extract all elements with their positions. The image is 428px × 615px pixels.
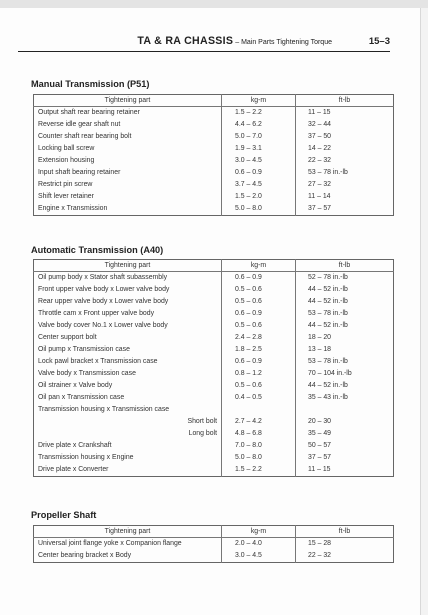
- page-header: [18, 35, 390, 52]
- table-row: [34, 344, 394, 356]
- kgm-value-cell: 5.0 – 8.0: [222, 203, 296, 216]
- kgm-value-cell: 0.4 – 0.5: [222, 392, 296, 404]
- tightening-part-cell: Oil pump x Transmission case: [34, 344, 222, 356]
- kgm-value-cell: 0.5 – 0.6: [222, 320, 296, 332]
- table-row: [34, 203, 394, 216]
- table-row: [34, 272, 394, 285]
- column-header-kgm: kg-m: [222, 260, 296, 272]
- manual-transmission-table: [33, 94, 394, 216]
- tightening-part-cell: Oil pump body x Stator shaft subassembly: [34, 272, 222, 285]
- ftlb-value-cell: 20 – 30: [308, 418, 331, 425]
- table-row: [34, 464, 394, 477]
- kgm-value-cell: 2.7 – 4.2: [222, 416, 296, 428]
- kgm-value-cell: 3.7 – 4.5: [222, 179, 296, 191]
- tightening-part-cell: Oil strainer x Valve body: [34, 380, 222, 392]
- ftlb-value-cell: 32 – 44: [308, 121, 331, 128]
- table-row: [34, 143, 394, 155]
- table-row: [34, 167, 394, 179]
- kgm-value-cell: 0.5 – 0.6: [222, 284, 296, 296]
- kgm-value-cell: 7.0 – 8.0: [222, 440, 296, 452]
- page-number: 15–3: [368, 36, 390, 47]
- kgm-value-cell: 5.0 – 8.0: [222, 452, 296, 464]
- kgm-value-cell: 2.0 – 4.0: [222, 538, 296, 551]
- kgm-value-cell: 0.6 – 0.9: [222, 356, 296, 368]
- ftlb-value-cell: 15 – 28: [308, 540, 331, 547]
- ftlb-value-cell: 44 – 52 in.-lb: [308, 322, 348, 329]
- table-row: [34, 380, 394, 392]
- ftlb-value-cell: 22 – 32: [308, 157, 331, 164]
- table-row: [34, 440, 394, 452]
- ftlb-value-cell: 11 – 15: [308, 466, 331, 473]
- column-header-part: Tightening part: [34, 95, 222, 107]
- column-header-part: Tightening part: [34, 526, 222, 538]
- ftlb-value-cell: 37 – 57: [308, 205, 331, 212]
- kgm-value-cell: 1.5 – 2.0: [222, 191, 296, 203]
- ftlb-value-cell: 44 – 52 in.-lb: [308, 382, 348, 389]
- tightening-part-cell: Transmission housing x Engine: [34, 452, 222, 464]
- ftlb-value-cell: 53 – 78 in.-lb: [308, 310, 348, 317]
- kgm-value-cell: 1.8 – 2.5: [222, 344, 296, 356]
- table-row: [34, 296, 394, 308]
- kgm-value-cell: 3.0 – 4.5: [222, 155, 296, 167]
- table-row: [34, 332, 394, 344]
- table-row: [34, 107, 394, 120]
- table-header-row: [34, 95, 394, 107]
- table-row: [34, 356, 394, 368]
- column-header-kgm: kg-m: [222, 95, 296, 107]
- table-row: [34, 538, 394, 551]
- tightening-part-cell: Center support bolt: [34, 332, 222, 344]
- table-row: [34, 404, 394, 416]
- tightening-part-cell: Restrict pin screw: [34, 179, 222, 191]
- tightening-part-cell: Shift lever retainer: [34, 191, 222, 203]
- column-header-ftlb: ft-lb: [296, 260, 394, 272]
- ftlb-value-cell: 18 – 20: [308, 334, 331, 341]
- table-header-row: [34, 260, 394, 272]
- table-row: [34, 550, 394, 563]
- tightening-part-cell: Reverse idle gear shaft nut: [34, 119, 222, 131]
- ftlb-value-cell: 22 – 32: [308, 552, 331, 559]
- section-title-propeller-shaft: Propeller Shaft: [31, 510, 97, 520]
- table-row: [34, 308, 394, 320]
- ftlb-value-cell: 35 – 49: [308, 430, 331, 437]
- sub-item-label: Long bolt: [34, 428, 222, 440]
- tightening-part-cell: Transmission housing x Transmission case: [34, 404, 222, 416]
- tightening-part-cell: Locking ball screw: [34, 143, 222, 155]
- kgm-value-cell: 1.9 – 3.1: [222, 143, 296, 155]
- kgm-value-cell: 4.8 – 6.8: [222, 428, 296, 440]
- header-subtitle: – Main Parts Tightening Torque: [233, 39, 332, 46]
- kgm-value-cell: 0.6 – 0.9: [222, 167, 296, 179]
- table-row: [34, 368, 394, 380]
- sub-item-label: Short bolt: [34, 416, 222, 428]
- kgm-value-cell: 0.6 – 0.9: [222, 272, 296, 285]
- tightening-part-cell: Counter shaft rear bearing bolt: [34, 131, 222, 143]
- ftlb-value-cell: [296, 404, 394, 416]
- kgm-value-cell: [222, 404, 296, 416]
- table-row: [34, 284, 394, 296]
- tightening-part-cell: Throttle cam x Front upper valve body: [34, 308, 222, 320]
- tightening-part-cell: Drive plate x Crankshaft: [34, 440, 222, 452]
- ftlb-value-cell: 11 – 15: [308, 109, 331, 116]
- ftlb-value-cell: 70 – 104 in.-lb: [308, 370, 352, 377]
- table-row: [34, 392, 394, 404]
- ftlb-value-cell: 53 – 78 in.-lb: [308, 169, 348, 176]
- ftlb-value-cell: 44 – 52 in.-lb: [308, 286, 348, 293]
- ftlb-value-cell: 50 – 57: [308, 442, 331, 449]
- ftlb-value-cell: 44 – 52 in.-lb: [308, 298, 348, 305]
- kgm-value-cell: 0.5 – 0.6: [222, 380, 296, 392]
- ftlb-value-cell: 52 – 78 in.-lb: [308, 274, 348, 281]
- table-row: [34, 155, 394, 167]
- kgm-value-cell: 4.4 – 6.2: [222, 119, 296, 131]
- ftlb-value-cell: 37 – 57: [308, 454, 331, 461]
- tightening-part-cell: Universal joint flange yoke x Companion flange: [34, 538, 222, 551]
- column-header-kgm: kg-m: [222, 526, 296, 538]
- header-title-text: TA & RA CHASSIS: [137, 35, 234, 47]
- tightening-part-cell: Valve body cover No.1 x Lower valve body: [34, 320, 222, 332]
- column-header-ftlb: ft-lb: [296, 526, 394, 538]
- table-row: [34, 452, 394, 464]
- ftlb-value-cell: 14 – 22: [308, 145, 331, 152]
- ftlb-value-cell: 11 – 14: [308, 193, 331, 200]
- tightening-part-cell: Center bearing bracket x Body: [34, 550, 222, 563]
- kgm-value-cell: 0.5 – 0.6: [222, 296, 296, 308]
- table-row: [34, 131, 394, 143]
- table-row: [34, 416, 394, 428]
- document-page: [0, 8, 421, 615]
- tightening-part-cell: Front upper valve body x Lower valve body: [34, 284, 222, 296]
- tightening-part-cell: Drive plate x Converter: [34, 464, 222, 477]
- kgm-value-cell: 2.4 – 2.8: [222, 332, 296, 344]
- kgm-value-cell: 1.5 – 2.2: [222, 107, 296, 120]
- propeller-shaft-table: [33, 525, 394, 563]
- ftlb-value-cell: 35 – 43 in.-lb: [308, 394, 348, 401]
- column-header-ftlb: ft-lb: [296, 95, 394, 107]
- table-row: [34, 179, 394, 191]
- page-edge-shadow: [421, 8, 428, 615]
- column-header-part: Tightening part: [34, 260, 222, 272]
- ftlb-value-cell: 37 – 50: [308, 133, 331, 140]
- ftlb-value-cell: 53 – 78 in.-lb: [308, 358, 348, 365]
- kgm-value-cell: 3.0 – 4.5: [222, 550, 296, 563]
- kgm-value-cell: 0.6 – 0.9: [222, 308, 296, 320]
- table-row: [34, 191, 394, 203]
- ftlb-value-cell: 13 – 18: [308, 346, 331, 353]
- tightening-part-cell: Rear upper valve body x Lower valve body: [34, 296, 222, 308]
- automatic-transmission-table: [33, 259, 394, 477]
- table-row: [34, 119, 394, 131]
- tightening-part-cell: Oil pan x Transmission case: [34, 392, 222, 404]
- ftlb-value-cell: 27 – 32: [308, 181, 331, 188]
- tightening-part-cell: Extension housing: [34, 155, 222, 167]
- section-title-manual-transmission: Manual Transmission (P51): [31, 79, 150, 89]
- tightening-part-cell: Valve body x Transmission case: [34, 368, 222, 380]
- kgm-value-cell: 5.0 – 7.0: [222, 131, 296, 143]
- table-row: [34, 320, 394, 332]
- tightening-part-cell: Output shaft rear bearing retainer: [34, 107, 222, 120]
- tightening-part-cell: Engine x Transmission: [34, 203, 222, 216]
- tightening-part-cell: Input shaft bearing retainer: [34, 167, 222, 179]
- kgm-value-cell: 1.5 – 2.2: [222, 464, 296, 477]
- table-row: [34, 428, 394, 440]
- tightening-part-cell: Lock pawl bracket x Transmission case: [34, 356, 222, 368]
- table-header-row: [34, 526, 394, 538]
- header-title: [137, 35, 332, 47]
- kgm-value-cell: 0.8 – 1.2: [222, 368, 296, 380]
- section-title-automatic-transmission: Automatic Transmission (A40): [31, 245, 164, 255]
